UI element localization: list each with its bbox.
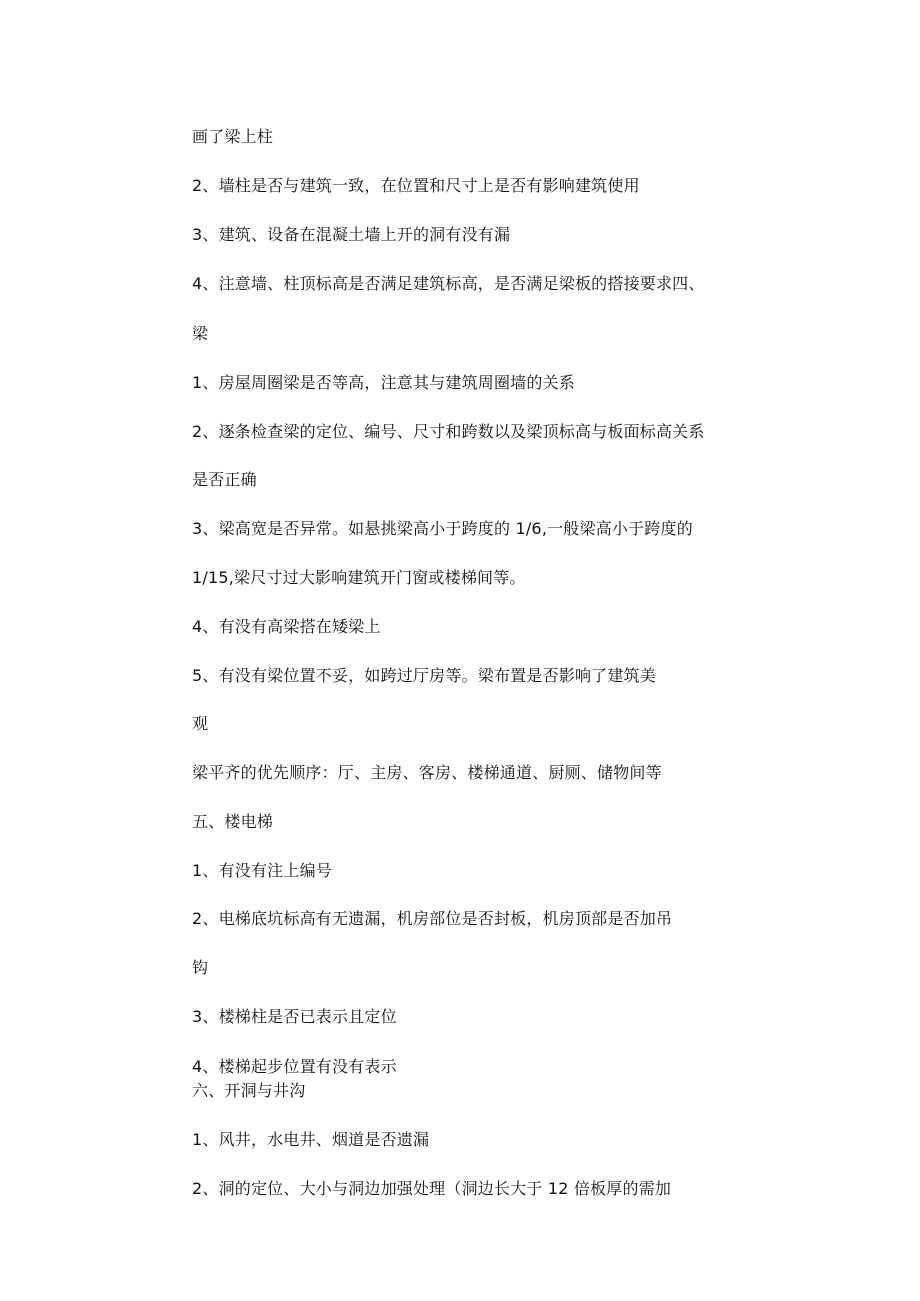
text-line: 3、梁高宽是否异常。如悬挑梁高小于跨度的 1/6,一般梁高小于跨度的 [192,519,693,538]
text-line: 是否正确 [192,470,257,489]
text-line: 2、墙柱是否与建筑一致，在位置和尺寸上是否有影响建筑使用 [192,176,640,195]
section-heading: 六、开洞与井沟 [192,1081,306,1100]
text-line: 1、房屋周圈梁是否等高，注意其与建筑周圈墙的关系 [192,373,575,392]
text-line: 4、有没有高梁搭在矮梁上 [192,617,381,636]
text-line: 2、逐条检查梁的定位、编号、尺寸和跨数以及梁顶标高与板面标高关系 [192,422,705,441]
text-line: 1/15,梁尺寸过大影响建筑开门窗或楼梯间等。 [192,568,526,587]
text-line: 3、楼梯柱是否已表示且定位 [192,1007,397,1026]
section-heading: 五、楼电梯 [192,812,274,831]
text-line: 2、洞的定位、大小与洞边加强处理（洞边长大于 12 倍板厚的需加 [192,1179,672,1198]
text-line: 5、有没有梁位置不妥，如跨过厅房等。梁布置是否影响了建筑美 [192,666,656,685]
text-line: 4、楼梯起步位置有没有表示 [192,1057,397,1076]
text-line: 观 [192,714,209,733]
text-line: 1、有没有注上编号 [192,861,332,880]
text-line: 梁平齐的优先顺序：厅、主房、客房、楼梯通道、厨厕、储物间等 [192,763,662,782]
text-line: 3、建筑、设备在混凝土墙上开的洞有没有漏 [192,225,511,244]
text-line: 钩 [192,958,209,977]
text-line: 4、注意墙、柱顶标高是否满足建筑标高，是否满足梁板的搭接要求四、 [192,274,705,293]
text-line: 画了梁上柱 [192,127,274,146]
text-line: 2、电梯底坑标高有无遗漏，机房部位是否封板，机房顶部是否加吊 [192,909,673,928]
text-line: 1、风井，水电井、烟道是否遗漏 [192,1130,430,1149]
text-line: 梁 [192,324,209,343]
